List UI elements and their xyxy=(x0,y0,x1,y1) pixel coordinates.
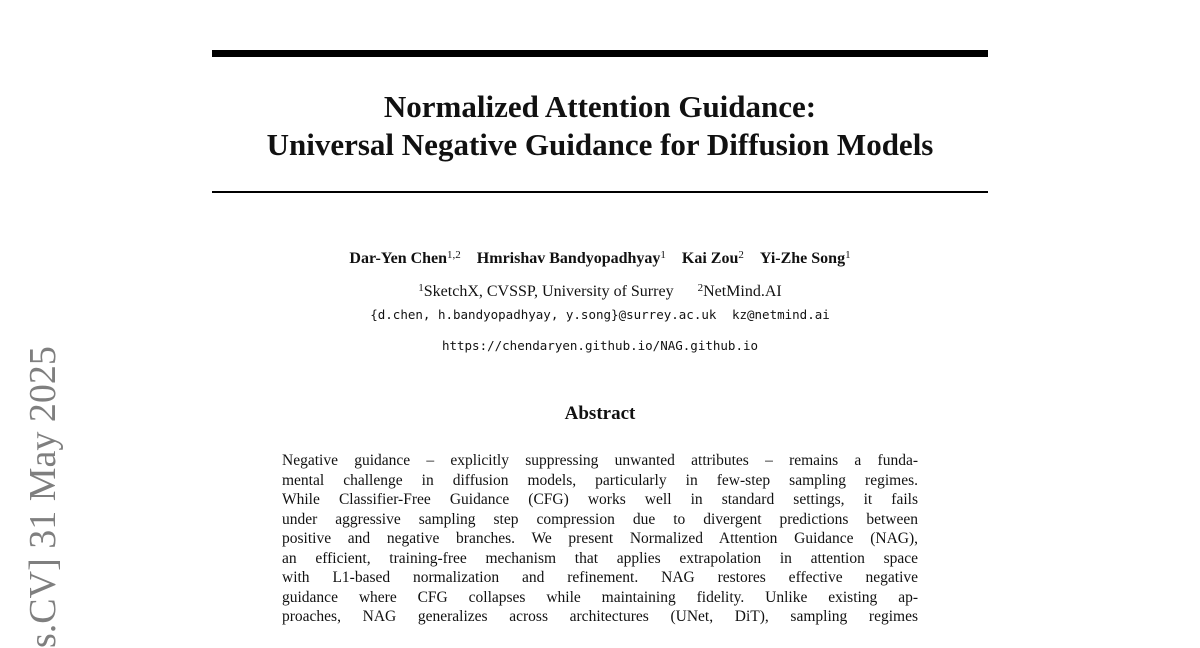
affiliation-1 xyxy=(418,283,673,300)
abstract-line: an efficient, training-free mechanism that applies extrapolation in attention space xyxy=(282,549,918,567)
email-netmind[interactable]: kz@netmind.ai xyxy=(731,307,830,322)
abstract-line: Negative guidance – explicitly suppressing unwanted attributes – remains a funda- xyxy=(282,452,918,469)
author-2 xyxy=(477,250,666,267)
affiliation-name: SketchX, CVSSP, University of Surrey xyxy=(423,283,674,300)
paper-title-line-2: Universal Negative Guidance for Diffusion Models xyxy=(266,127,934,162)
author-name: Hmrishav Bandyopadhyay xyxy=(476,250,661,267)
author-name: Yi-Zhe Song xyxy=(759,250,846,267)
author-affiliation-mark: 1,2 xyxy=(447,249,461,261)
author-1 xyxy=(349,250,460,267)
arxiv-side-stamp: s.CV] 31 May 2025 xyxy=(22,346,64,648)
title-top-rule xyxy=(212,50,988,57)
affiliation-2 xyxy=(698,283,782,300)
abstract-line: mental challenge in diffusion models, particularly in few-step sampling regimes. xyxy=(282,471,918,489)
author-affiliation-mark: 2 xyxy=(738,249,744,261)
abstract-body xyxy=(282,451,918,627)
affiliation-mark: 1 xyxy=(418,282,424,294)
project-url-link[interactable]: https://chendaryen.github.io/NAG.github.io xyxy=(441,338,759,353)
author-name: Dar-Yen Chen xyxy=(349,250,448,267)
abstract-line: positive and negative branches. We present Normalized Attention Guidance (NAG), xyxy=(282,530,918,547)
affiliation-name: NetMind.AI xyxy=(703,283,782,300)
author-affiliation-mark: 1 xyxy=(660,249,666,261)
email-list xyxy=(212,306,988,324)
abstract-line: proaches, NAG generalizes across architectures (UNet, DiT), sampling regimes xyxy=(282,608,918,625)
abstract-line: guidance where CFG collapses while maintaining fidelity. Unlike existing ap- xyxy=(282,588,918,606)
title-bottom-rule xyxy=(212,191,988,193)
abstract-line: with L1-based normalization and refinement. NAG restores effective negative xyxy=(282,569,918,586)
author-3 xyxy=(682,250,744,267)
author-list xyxy=(212,248,988,270)
paper-title-line-1: Normalized Attention Guidance: xyxy=(383,89,817,124)
abstract-line: under aggressive sampling step compression due to divergent predictions between xyxy=(282,510,918,528)
author-name: Kai Zou xyxy=(681,250,739,267)
email-surrey[interactable]: {d.chen, h.bandyopadhyay, y.song}@surrey.ac.uk xyxy=(370,307,717,322)
affiliation-mark: 2 xyxy=(697,282,704,294)
affiliations xyxy=(212,282,988,302)
author-affiliation-mark: 1 xyxy=(845,249,851,261)
abstract-heading: Abstract xyxy=(564,403,636,424)
author-4 xyxy=(760,250,851,267)
abstract-line: While Classifier-Free Guidance (CFG) works well in standard settings, it fails xyxy=(282,491,918,508)
